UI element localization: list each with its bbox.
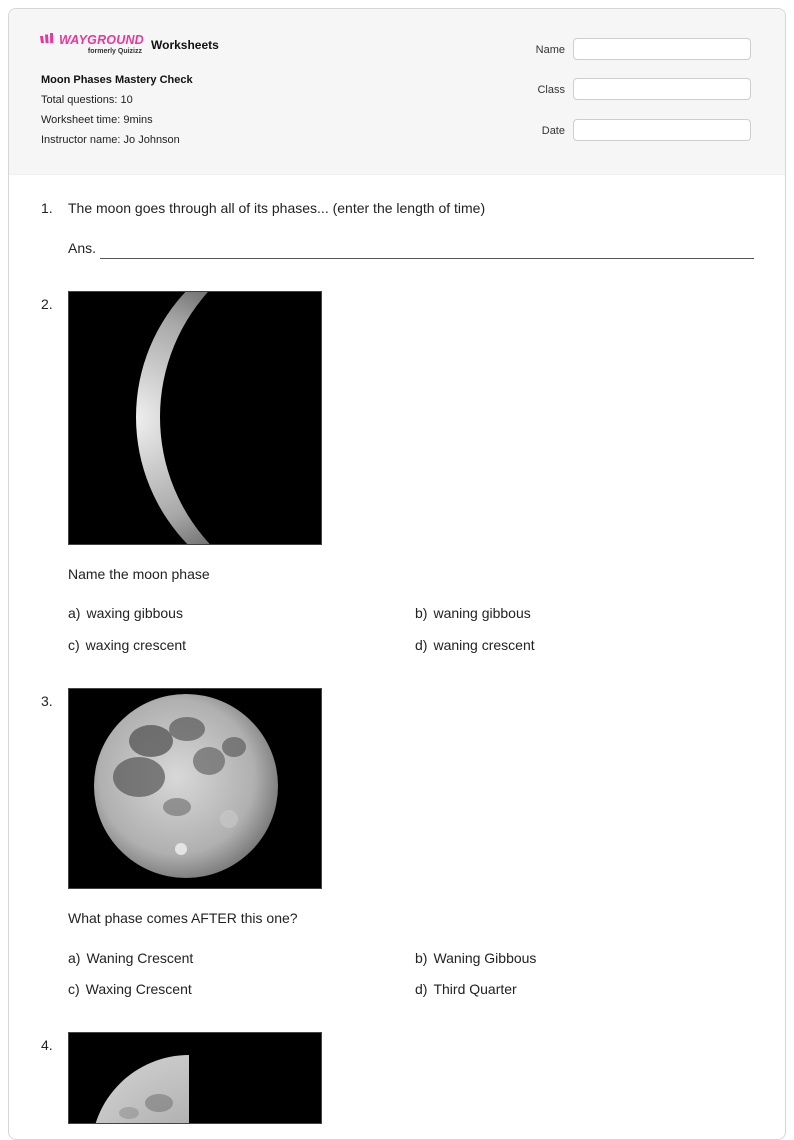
question-2-option-b[interactable]: b) waning gibbous xyxy=(415,605,531,621)
question-3-option-a[interactable]: a) Waning Crescent xyxy=(68,950,194,966)
question-2-option-a[interactable]: a) waxing gibbous xyxy=(68,605,183,621)
worksheet-title: Moon Phases Mastery Check xyxy=(41,74,193,86)
question-2-text: Name the moon phase xyxy=(68,566,210,582)
worksheet-header xyxy=(9,9,785,175)
question-2-option-c[interactable]: c) waxing crescent xyxy=(68,637,187,653)
total-questions: Total questions: 10 xyxy=(41,94,133,106)
answer-label: Ans. xyxy=(68,240,97,256)
class-input[interactable] xyxy=(573,78,751,100)
class-label: Class xyxy=(537,84,565,96)
worksheet-page xyxy=(8,8,786,1140)
app-title: Worksheets xyxy=(151,38,219,52)
logo-brand-text: WAYGROUND xyxy=(59,33,144,47)
question-3-option-c[interactable]: c) Waxing Crescent xyxy=(68,981,192,997)
quarter-moon-image xyxy=(68,1032,322,1124)
date-input[interactable] xyxy=(573,119,751,141)
date-label: Date xyxy=(541,125,565,137)
question-2-option-d[interactable]: d) waning crescent xyxy=(415,637,535,653)
full-moon-image xyxy=(68,688,322,889)
question-3-option-d[interactable]: d) Third Quarter xyxy=(415,981,517,997)
question-1-text: The moon goes through all of its phases... (enter the length of time) xyxy=(68,200,486,216)
question-3-number: 3. xyxy=(41,693,53,709)
wayground-logo xyxy=(40,33,144,59)
question-4-number: 4. xyxy=(41,1037,53,1053)
worksheet-time: Worksheet time: 9mins xyxy=(41,114,153,126)
question-2-number: 2. xyxy=(41,296,53,312)
logo-bars-icon xyxy=(40,33,56,47)
question-1-number: 1. xyxy=(41,200,53,216)
question-3-option-b[interactable]: b) Waning Gibbous xyxy=(415,950,537,966)
name-label: Name xyxy=(535,44,565,56)
logo-subtitle: formerly Quizizz xyxy=(87,48,142,55)
waning-crescent-moon-image xyxy=(68,291,322,545)
instructor-name: Instructor name: Jo Johnson xyxy=(41,134,180,146)
question-3-text: What phase comes AFTER this one? xyxy=(68,910,298,926)
answer-line[interactable] xyxy=(100,258,754,259)
name-input[interactable] xyxy=(573,38,751,60)
